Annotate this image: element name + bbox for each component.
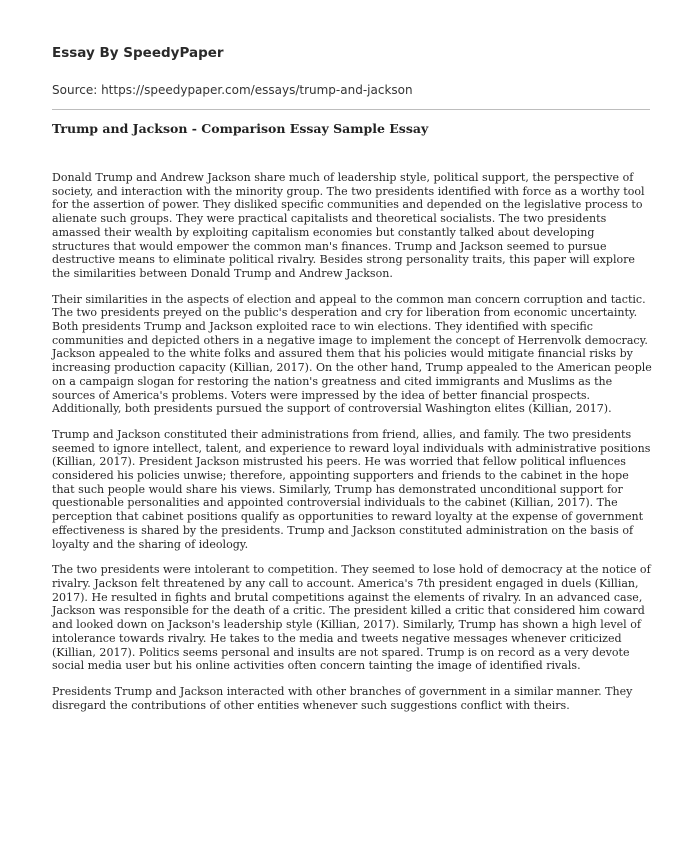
paragraph-1: Donald Trump and Andrew Jackson share much of leadership style, political support, the perspective of society, and interaction with the minority group. The two presidents identified with force as a worthy tool for the assertion of power. They disliked specific communities and depended on the legislative process to alienate such groups. They were practical capitalists and theoretical socialists. The two presidents amassed their wealth by exploiting capitalism economies but constantly talked about developing structures that would empower the common man's finances. Trump and Jackson seemed to pursue destructive means to eliminate political rivalry. Besides strong personality traits, this paper will explore the similarities between Donald Trump and Andrew Jackson.	[52, 171, 645, 280]
header-divider	[52, 109, 650, 110]
source-line: Source: https://speedypaper.com/essays/trump-and-jackson	[52, 83, 413, 97]
paragraph-3: Trump and Jackson constituted their administrations from friend, allies, and family. The two presidents seemed to ignore intellect, talent, and experience to reward loyal individuals with administrative positions (Killian, 2017). President Jackson mistrusted his peers. He was worried that fellow political influences considered his policies unwise; therefore, appointing supporters and friends to the cabinet in the hope that such people would share his views. Similarly, Trump has demonstrated unconditional support for questionable personalities and appointed controversial individuals to the cabinet (Killian, 2017). The perception that cabinet positions qualify as opportunities to reward loyalty at the expense of government effectiveness is shared by the presidents. Trump and Jackson constituted administration on the basis of loyalty and the sharing of ideology.	[52, 427, 651, 551]
paragraph-4: The two presidents were intolerant to competition. They seemed to lose hold of democracy at the notice of rivalry. Jackson felt threatened by any call to account. America's 7th president engaged in duels (Killian, 2017). He resulted in fights and brutal competitions against the elements of rivalry. In an advanced case, Jackson was responsible for the death of a critic. The president killed a critic that considered him coward and looked down on Jackson's leadership style (Killian, 2017). Similarly, Trump has shown a high level of intolerance towards rivalry. He takes to the media and tweets negative messages whenever criticized (Killian, 2017). Politics seems personal and insults are not spared. Trump is on record as a very devote social media user but his online activities often concern tainting the image of identified rivals.	[52, 563, 651, 673]
site-title: Essay By SpeedyPaper	[52, 45, 224, 61]
paragraph-2: Their similarities in the aspects of election and appeal to the common man concern corruption and tactic. The two presidents preyed on the public's desperation and cry for liberation from economic uncertainty. Both presidents Trump and Jackson exploited race to win elections. They identified with specific communities and depicted others in a negative image to implement the concept of Herrenvolk democracy. Jackson appealed to the white folks and assured them that his policies would mitigate financial risks by increasing production capacity (Killian, 2017). On the other hand, Trump appealed to the American people on a campaign slogan for restoring the nation's greatness and cited immigrants and Muslims as the sources of America's problems. Voters were impressed by the idea of better financial prospects. Additionally, both presidents pursued the support of controversial Washington elites (Killian, 2017).	[52, 292, 652, 416]
document-header	[52, 44, 662, 98]
essay-body	[52, 171, 652, 724]
essay-title: Trump and Jackson - Comparison Essay Sample Essay	[52, 121, 429, 136]
paragraph-5: Presidents Trump and Jackson interacted with other branches of government in a similar manner. They disregard the contributions of other entities whenever such suggestions conflict with theirs.	[52, 684, 633, 712]
